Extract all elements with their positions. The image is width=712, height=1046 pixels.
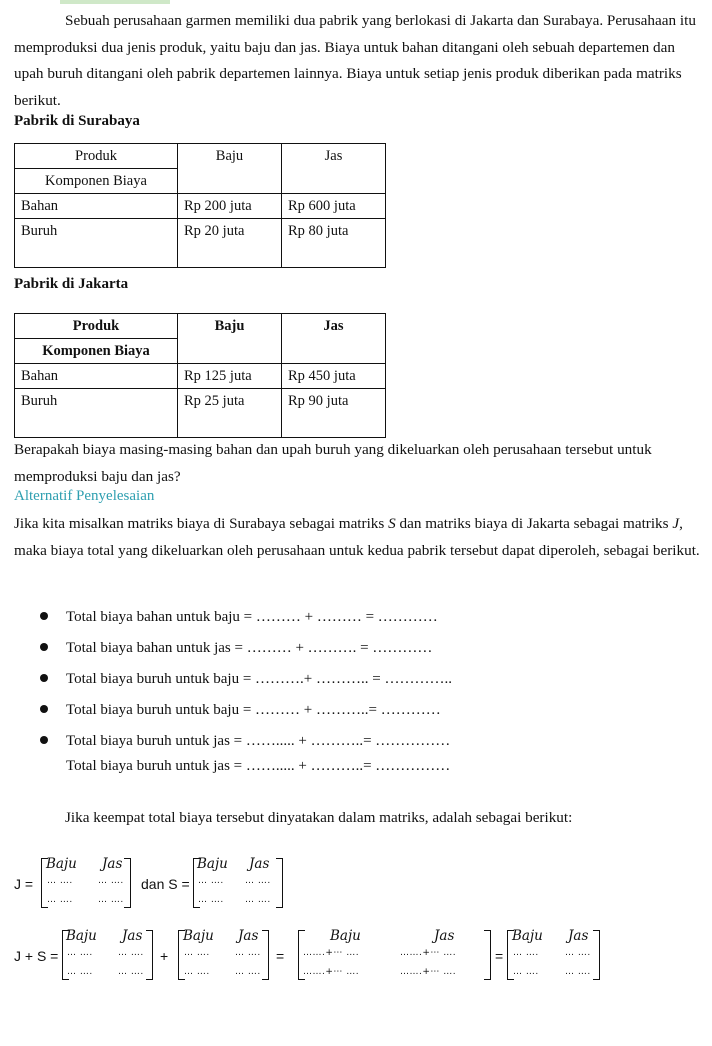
right-bracket [262, 930, 269, 980]
matrix-header-baju: Baju [183, 928, 214, 944]
header-cell: Komponen Biaya [15, 339, 178, 364]
matrix-cell: …….+⋯ …. [400, 948, 457, 958]
bullet-item [40, 729, 450, 753]
header-cell: Baju [178, 314, 282, 364]
jakarta-table [14, 313, 386, 438]
right-bracket [124, 858, 131, 908]
matrix-cell: … …. [235, 967, 261, 977]
bullet-icon [40, 705, 48, 713]
matrix-cell: … …. [184, 948, 210, 958]
j-equals-label: J = [14, 876, 34, 892]
surabaya-table [14, 143, 386, 268]
row-label: Bahan [15, 364, 178, 389]
explanation-text: dan matriks biaya di Jakarta sebagai matriks [395, 515, 673, 532]
matrix-header-jas: Jas [568, 928, 589, 944]
table-row [15, 389, 386, 438]
bullet-item [40, 754, 450, 778]
matrix-cell: …….+⋯ …. [303, 948, 360, 958]
matrix-j-symbol: J [672, 515, 680, 532]
cell-value: Rp 450 juta [282, 364, 386, 389]
matrix-cell: … …. [565, 948, 591, 958]
table-row [15, 364, 386, 389]
explanation-text: , maka biaya total yang dikeluarkan oleh perusahaan untuk kedua pabrik tersebut dapat diperoleh, sebagai berikut. [14, 515, 700, 559]
matrix-cell: … …. [198, 876, 224, 886]
matrix-cell: … …. [47, 876, 73, 886]
header-cell: Komponen Biaya [15, 169, 178, 194]
decorative-top-bar [60, 0, 170, 4]
matrix-s-symbol: S [388, 515, 396, 532]
matrix-header-baju: Baju [197, 856, 228, 872]
equals-sign: = [495, 948, 504, 964]
bullet-icon [40, 643, 48, 651]
table-row [15, 144, 386, 169]
explanation-text: Jika kita misalkan matriks biaya di Surabaya sebagai matriks [14, 515, 389, 532]
matrix-intro: Jika keempat total biaya tersebut dinyatakan dalam matriks, adalah sebagai berikut: [65, 809, 573, 826]
header-cell: Baju [178, 144, 282, 194]
right-bracket [146, 930, 153, 980]
matrix-cell: … …. [513, 967, 539, 977]
matrix-header-jas: Jas [434, 928, 455, 944]
jakarta-heading: Pabrik di Jakarta [14, 276, 129, 292]
plus-sign: + [160, 948, 169, 964]
matrix-header-baju: Baju [66, 928, 97, 944]
alternative-solution-heading: Alternatif Penyelesaian [14, 488, 155, 504]
bullet-text: Total biaya buruh untuk baju = ……… + ………..= ………… [66, 702, 441, 718]
bullet-text: Total biaya buruh untuk baju = ……….+ ……….. = ………….. [66, 671, 452, 687]
table-row [15, 194, 386, 219]
bullet-item [40, 698, 441, 722]
table-row [15, 314, 386, 339]
matrix-header-baju: Baju [512, 928, 543, 944]
equals-sign: = [276, 948, 285, 964]
bullet-text: Total biaya bahan untuk baju = ……… + ……… = ………… [66, 609, 438, 625]
row-label: Bahan [15, 194, 178, 219]
explanation-paragraph [14, 511, 704, 564]
matrix-header-jas: Jas [102, 856, 123, 872]
table-row [15, 219, 386, 268]
matrix-cell: … …. [98, 876, 124, 886]
header-cell: Produk [15, 314, 178, 339]
bullet-item [40, 667, 452, 691]
matrix-header-jas: Jas [249, 856, 270, 872]
bullet-text: Total biaya bahan untuk jas = ……… + ………. = ………… [66, 640, 433, 656]
bullet-icon [40, 674, 48, 682]
surabaya-heading: Pabrik di Surabaya [14, 113, 140, 129]
bullet-icon [40, 612, 48, 620]
matrix-header-jas: Jas [238, 928, 259, 944]
matrix-cell: … …. [67, 948, 93, 958]
cell-value: Rp 125 juta [178, 364, 282, 389]
intro-paragraph: Sebuah perusahaan garmen memiliki dua pabrik yang berlokasi di Jakarta dan Surabaya. Perusahaan itu memproduksi dua jenis produk, yaitu baju dan jas. Biaya untuk bahan ditangani oleh sebuah departemen dan upah buruh ditangani oleh pabrik departemen lainnya. Biaya untuk setiap jenis produk diberikan pada matriks berikut. [14, 12, 696, 109]
matrix-cell: … …. [513, 948, 539, 958]
matrix-header-baju: Baju [330, 928, 361, 944]
bullet-text: Total biaya buruh untuk jas = ……..... + ………..= …………… [66, 758, 451, 774]
cell-value: Rp 90 juta [282, 389, 386, 438]
matrix-cell: … …. [198, 895, 224, 905]
row-label: Buruh [15, 219, 178, 268]
row-label: Buruh [15, 389, 178, 438]
matrix-cell: … …. [118, 967, 144, 977]
cell-value: Rp 600 juta [282, 194, 386, 219]
matrix-cell: … …. [565, 967, 591, 977]
matrix-cell: …….+⋯ …. [400, 967, 457, 977]
matrix-cell: … …. [245, 876, 271, 886]
cell-value: Rp 200 juta [178, 194, 282, 219]
bullet-item [40, 636, 432, 660]
dan-s-label: dan S = [141, 876, 190, 892]
header-cell: Jas [282, 314, 386, 364]
right-bracket [593, 930, 600, 980]
matrix-cell: … …. [118, 948, 144, 958]
matrix-cell: … …. [235, 948, 261, 958]
cell-value: Rp 25 juta [178, 389, 282, 438]
matrix-cell: … …. [47, 895, 73, 905]
bullet-text: Total biaya buruh untuk jas = ……..... + ………..= …………… [66, 733, 451, 749]
matrix-cell: … …. [184, 967, 210, 977]
matrix-cell: … …. [67, 967, 93, 977]
cell-value: Rp 80 juta [282, 219, 386, 268]
j-plus-s-label: J + S = [14, 948, 59, 964]
right-bracket [276, 858, 283, 908]
matrix-cell: … …. [98, 895, 124, 905]
matrix-cell: … …. [245, 895, 271, 905]
bullet-item [40, 605, 438, 629]
matrix-header-baju: Baju [46, 856, 77, 872]
header-cell: Produk [15, 144, 178, 169]
matrix-header-jas: Jas [122, 928, 143, 944]
right-bracket [484, 930, 491, 980]
question-paragraph: Berapakah biaya masing-masing bahan dan upah buruh yang dikeluarkan oleh perusahaan tersebut untuk memproduksi baju dan jas? [14, 441, 652, 485]
bullet-icon [40, 736, 48, 744]
header-cell: Jas [282, 144, 386, 194]
matrix-cell: …….+⋯ …. [303, 967, 360, 977]
cell-value: Rp 20 juta [178, 219, 282, 268]
